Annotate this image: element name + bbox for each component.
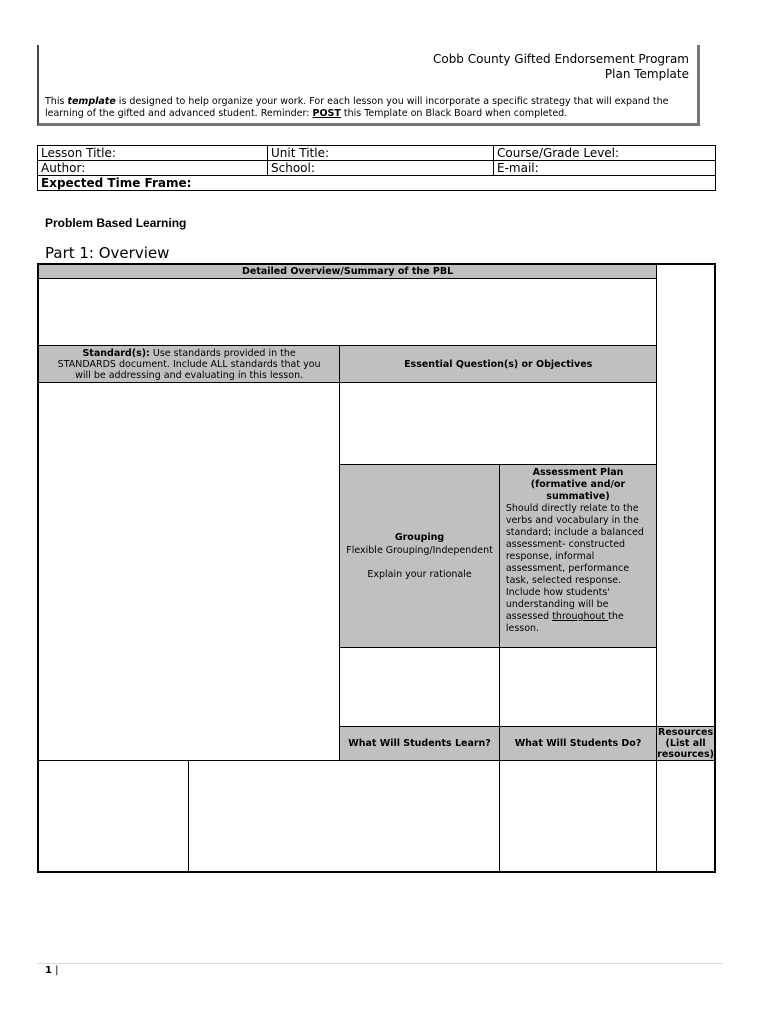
- school-field[interactable]: School:: [268, 161, 494, 176]
- program-name: Cobb County Gifted Endorsement Program: [432, 52, 689, 66]
- page-number-value: 1: [45, 965, 52, 976]
- page-number-separator: |: [51, 965, 59, 976]
- learn-input-area[interactable]: [38, 761, 189, 873]
- course-grade-field[interactable]: Course/Grade Level:: [494, 146, 716, 161]
- standards-input-area[interactable]: [38, 383, 340, 761]
- part-title: Part 1: Overview: [45, 244, 170, 262]
- essential-questions-input-area[interactable]: [340, 383, 657, 465]
- intro-post-word: POST: [312, 108, 341, 119]
- unit-title-field[interactable]: Unit Title:: [268, 146, 494, 161]
- assessment-text: Should directly relate to the verbs and vocabulary in the standard; include a balanced assessment- constructed response, informal assessment, performance task, selected response. Include how students' understanding will be assessed: [505, 503, 644, 622]
- standards-instructions: Use standards provided in the STANDARDS document. Include ALL standards that you will be addressing and evaluating in this lesson.: [57, 347, 321, 381]
- footer-divider: [37, 963, 723, 964]
- intro-suffix: this Template on Black Board when completed.: [340, 108, 568, 119]
- resources-header: Resources (List all resources): [657, 727, 715, 760]
- assessment-text-end: the lesson.: [505, 611, 624, 634]
- overview-header: Detailed Overview/Summary of the PBL: [38, 264, 657, 279]
- time-frame-field[interactable]: Expected Time Frame:: [38, 176, 716, 191]
- page-number: [45, 965, 59, 976]
- intro-middle: is designed to help organize your work. For each lesson you will incorporate a specific strategy that will expand the learning of the gifted and advanced student. Reminder:: [45, 96, 669, 119]
- grouping-subtitle: Flexible Grouping/Independent: [346, 545, 493, 556]
- template-header-box: [37, 45, 700, 126]
- standards-header: [38, 346, 340, 383]
- section-label: Problem Based Learning: [45, 216, 187, 230]
- grouping-input-area[interactable]: [340, 648, 500, 727]
- assessment-plan-instructions: [506, 503, 650, 635]
- essential-questions-header: Essential Question(s) or Objectives: [340, 346, 657, 383]
- overview-table: [37, 263, 716, 873]
- resources-input-area[interactable]: [499, 761, 656, 873]
- intro-text: [45, 96, 695, 120]
- lesson-title-field[interactable]: Lesson Title:: [38, 146, 268, 161]
- template-name: Plan Template: [604, 67, 689, 81]
- author-field[interactable]: Author:: [38, 161, 268, 176]
- intro-prefix: This: [45, 96, 68, 107]
- grouping-rationale: Explain your rationale: [367, 569, 472, 580]
- lesson-info-table: [37, 145, 716, 191]
- grouping-title: Grouping: [394, 532, 445, 543]
- do-input-area[interactable]: [189, 761, 500, 873]
- email-field[interactable]: E-mail:: [494, 161, 716, 176]
- assessment-plan-header: [499, 465, 656, 648]
- program-title: [433, 52, 689, 82]
- assessment-input-area[interactable]: [499, 648, 656, 727]
- assessment-underline: throughout: [552, 611, 609, 622]
- do-header: What Will Students Do?: [499, 727, 656, 761]
- learn-header: What Will Students Learn?: [340, 727, 500, 761]
- intro-emphasis: template: [67, 96, 116, 107]
- assessment-plan-title: Assessment Plan (formative and/or summative): [530, 467, 626, 502]
- grouping-header: [340, 465, 500, 648]
- standards-label: Standard(s):: [82, 347, 150, 359]
- overview-input-area[interactable]: [38, 279, 657, 346]
